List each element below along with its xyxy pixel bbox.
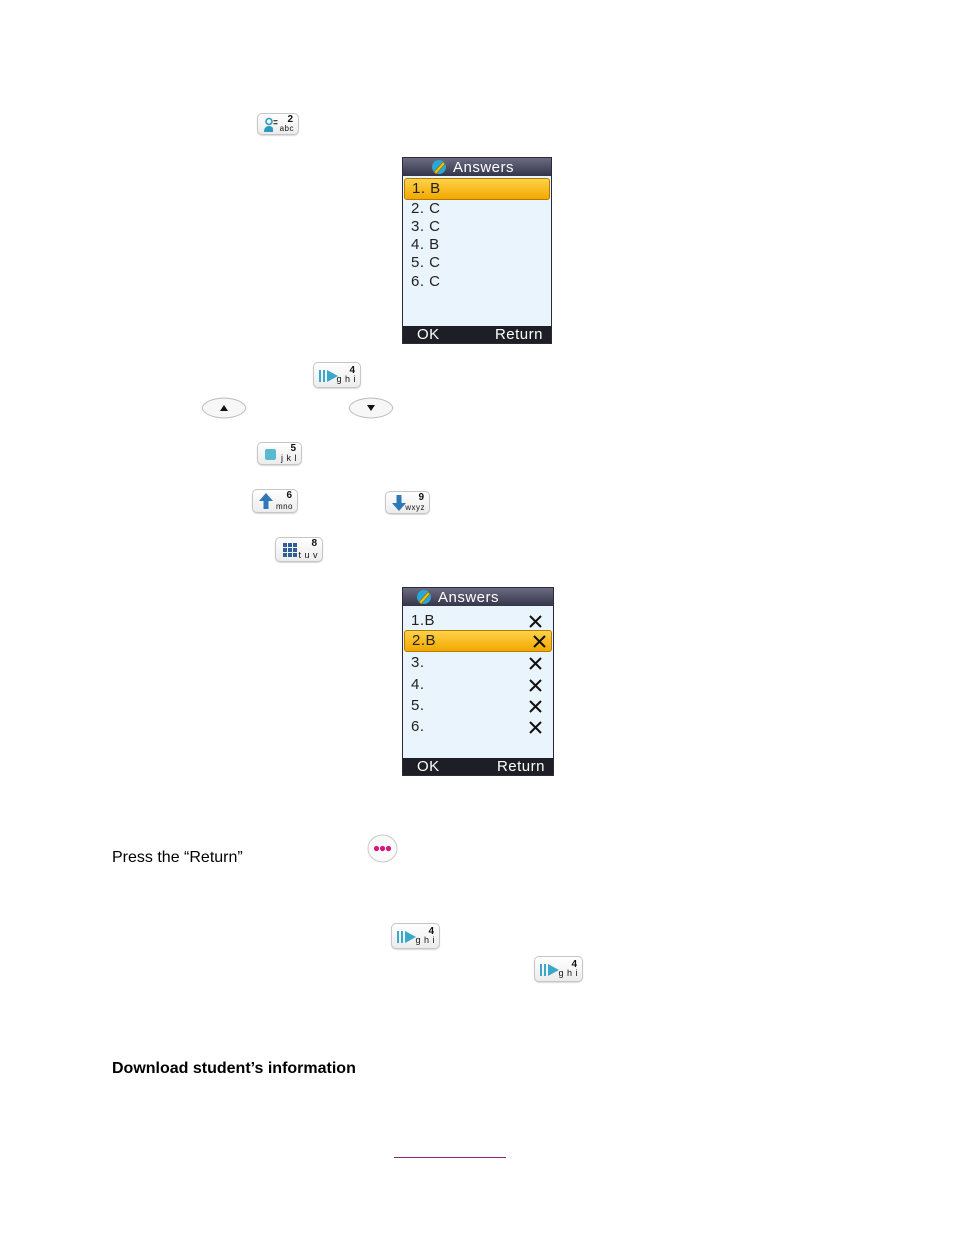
key-4-button[interactable] — [534, 956, 583, 982]
arrow-up-icon — [258, 492, 274, 515]
menu-key-button[interactable] — [367, 834, 398, 863]
list-item[interactable] — [411, 217, 545, 236]
list-item[interactable] — [411, 235, 545, 254]
key-6-button[interactable] — [252, 489, 298, 513]
key-number: 4 — [349, 365, 355, 376]
key-letters: j k l — [281, 453, 297, 463]
key-letters: g h i — [336, 374, 356, 384]
key-8-button[interactable] — [275, 537, 323, 562]
play-forward-icon — [397, 930, 417, 949]
key-2-button[interactable] — [257, 113, 299, 135]
press-return-text: Press the “Return” — [112, 849, 243, 866]
grid-icon — [283, 543, 297, 562]
list-item[interactable] — [411, 696, 547, 715]
list-item-label: 6. — [411, 718, 425, 735]
answers-screen-1 — [402, 157, 552, 344]
list-item-label: 4. — [411, 676, 425, 693]
close-icon — [529, 656, 542, 675]
screen-titlebar — [403, 158, 551, 176]
screen-title: Answers — [453, 159, 515, 176]
ok-softkey[interactable]: OK — [417, 326, 440, 343]
arrow-up-icon — [201, 396, 247, 420]
list-item[interactable] — [411, 611, 547, 630]
key-number: 6 — [286, 490, 292, 501]
list-item[interactable] — [411, 272, 545, 291]
key-number: 5 — [290, 443, 296, 454]
answers-screen-2 — [402, 587, 554, 776]
pencil-icon — [430, 159, 448, 180]
download-heading: Download student’s information — [112, 1060, 356, 1077]
return-softkey[interactable]: Return — [494, 326, 543, 343]
key-number: 8 — [311, 538, 317, 549]
return-softkey[interactable]: Return — [496, 758, 545, 775]
key-letters: abc — [279, 124, 294, 133]
key-4-button[interactable] — [313, 362, 361, 388]
list-item[interactable] — [411, 675, 547, 694]
stop-square-icon — [265, 448, 277, 466]
list-item[interactable] — [411, 253, 545, 272]
screen-title: Answers — [438, 589, 500, 606]
key-5-button[interactable] — [257, 442, 302, 465]
softkey-bar — [403, 758, 553, 775]
close-icon — [529, 699, 542, 718]
screen-titlebar — [403, 588, 553, 606]
more-dots-icon — [367, 834, 398, 863]
list-item-label: 1. B — [412, 180, 441, 197]
list-item[interactable] — [404, 630, 552, 652]
key-number: 2 — [287, 114, 293, 125]
list-item-label: 5. C — [411, 254, 441, 271]
arrow-down-icon — [348, 396, 394, 420]
key-number: 9 — [418, 492, 424, 503]
nav-down-key[interactable] — [348, 396, 394, 420]
list-item-label: 3. — [411, 654, 425, 671]
list-item[interactable] — [411, 653, 547, 672]
ok-softkey[interactable]: OK — [417, 758, 440, 775]
close-icon — [529, 720, 542, 739]
key-number: 4 — [428, 926, 434, 937]
pencil-icon — [415, 589, 433, 610]
close-icon — [533, 634, 546, 653]
key-letters: wxyz — [405, 503, 425, 512]
list-item-label: 3. C — [411, 218, 441, 235]
list-item-label: 5. — [411, 697, 425, 714]
list-item[interactable] — [411, 199, 545, 218]
softkey-bar — [403, 326, 551, 343]
list-item-label: 6. C — [411, 273, 441, 290]
key-number: 4 — [571, 959, 577, 970]
list-item-label: 2. C — [411, 200, 441, 217]
key-4-button[interactable] — [391, 923, 440, 949]
play-forward-icon — [540, 963, 560, 982]
list-item-label: 2.B — [412, 632, 437, 649]
key-9-button[interactable] — [385, 491, 430, 514]
list-item-label: 4. B — [411, 236, 440, 253]
link-underline[interactable] — [394, 1157, 506, 1158]
list-item[interactable] — [411, 717, 547, 736]
list-item-label: 1.B — [411, 612, 436, 629]
key-letters: g h i — [415, 935, 435, 945]
user-clipboard-icon — [263, 117, 279, 138]
key-letters: t u v — [298, 550, 318, 560]
key-letters: mno — [275, 502, 293, 511]
key-letters: g h i — [558, 968, 578, 978]
nav-up-key[interactable] — [201, 396, 247, 420]
list-item[interactable] — [404, 178, 550, 200]
close-icon — [529, 678, 542, 697]
